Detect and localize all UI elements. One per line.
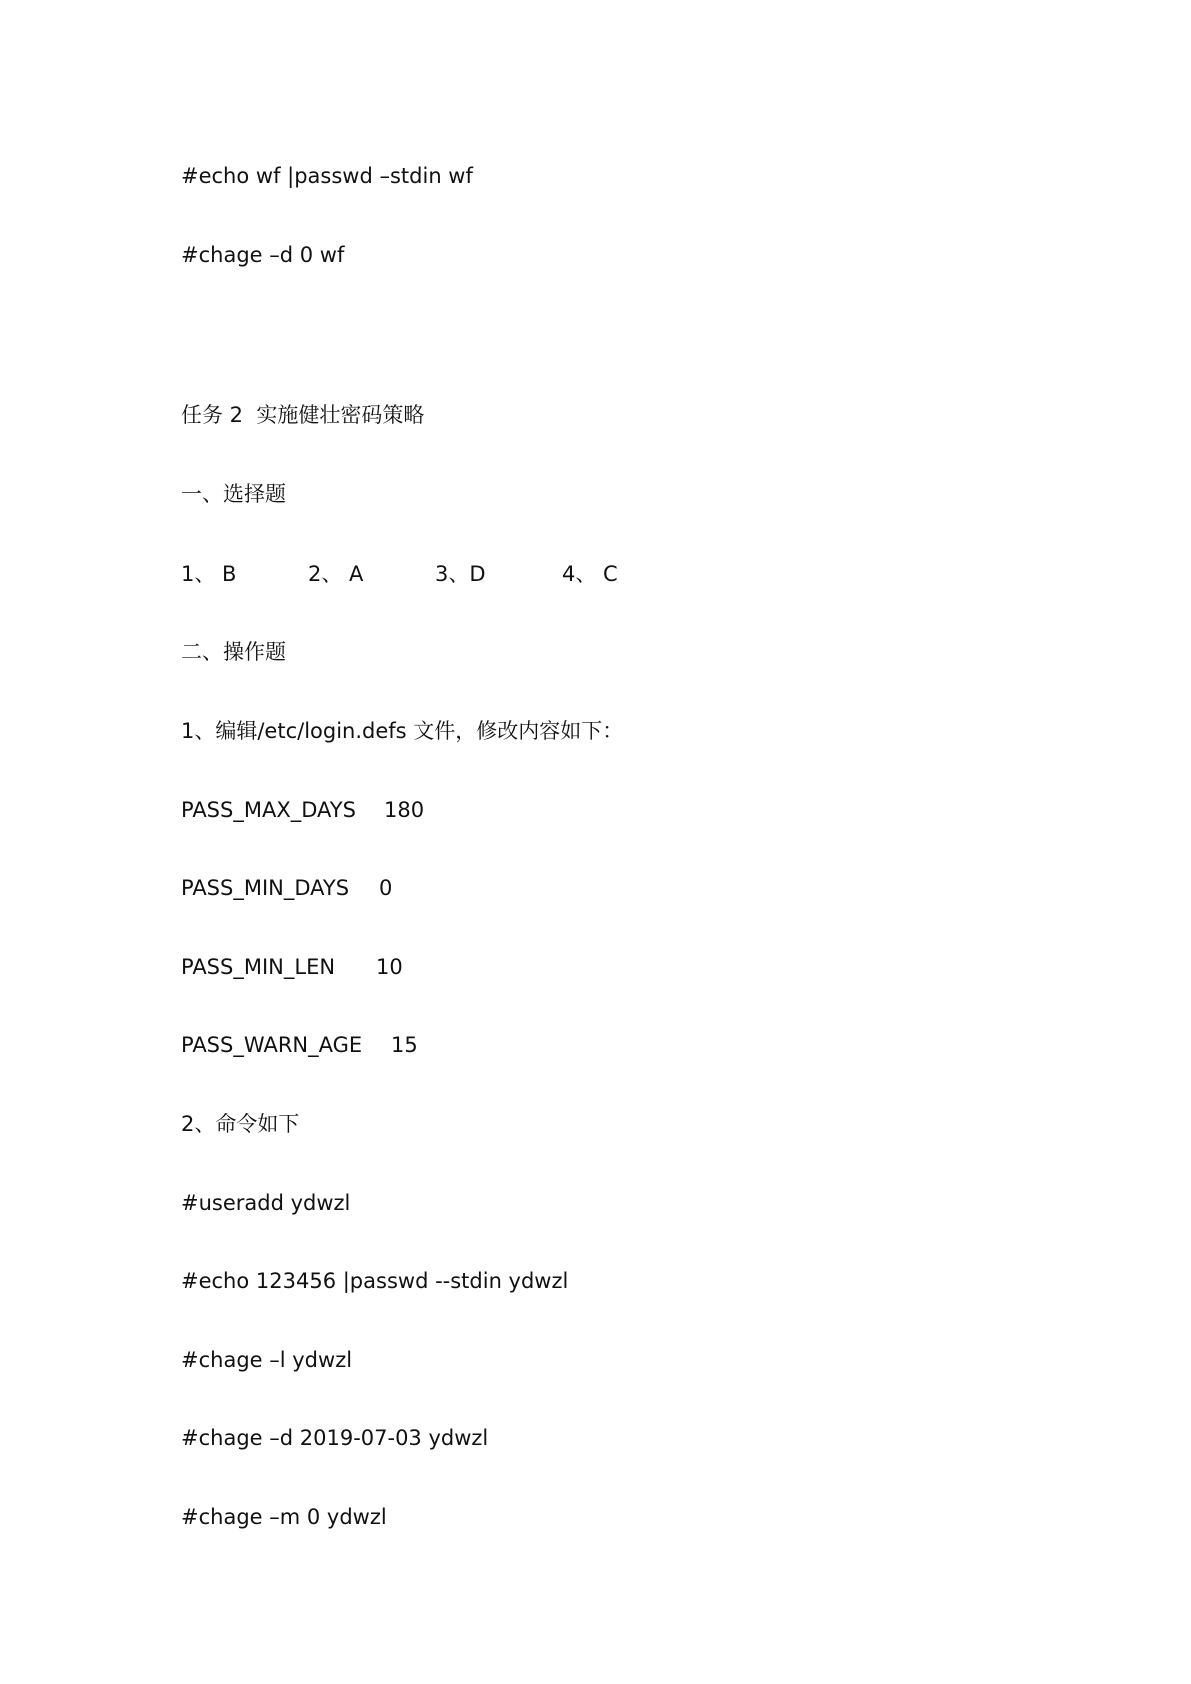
command-echo-wf: #echo wf |passwd –stdin wf (181, 164, 473, 188)
setting-key: PASS_MAX_DAYS (181, 798, 356, 822)
answer-2: 2、 A (308, 562, 364, 586)
section-choice-heading: 一、选择题 (181, 482, 286, 506)
setting-value: 0 (379, 876, 393, 900)
operation-2-text: 2、命令如下 (181, 1112, 300, 1136)
operation-1-text: 1、编辑/etc/login.defs 文件，修改内容如下： (181, 719, 624, 743)
answer-1: 1、 B (181, 562, 237, 586)
command-line: #echo 123456 |passwd --stdin ydwzl (181, 1269, 569, 1293)
command-line: #chage –d 2019-07-03 ydwzl (181, 1426, 489, 1450)
command-line: #chage –l ydwzl (181, 1348, 353, 1372)
setting-key: PASS_MIN_LEN (181, 955, 336, 979)
command-chage-wf: #chage –d 0 wf (181, 243, 345, 267)
setting-key: PASS_WARN_AGE (181, 1033, 363, 1057)
setting-value: 10 (376, 955, 403, 979)
setting-key: PASS_MIN_DAYS (181, 876, 350, 900)
command-line: #useradd ydwzl (181, 1191, 351, 1215)
login-defs-row (181, 874, 581, 902)
section-operation-heading: 二、操作题 (181, 640, 286, 664)
answer-3: 3、D (435, 562, 486, 586)
login-defs-row (181, 953, 581, 981)
setting-value: 15 (391, 1033, 418, 1057)
answer-4: 4、 C (562, 562, 618, 586)
task-heading: 任务 2 实施健壮密码策略 (181, 403, 425, 427)
setting-value: 180 (384, 798, 425, 822)
login-defs-row (181, 796, 581, 824)
login-defs-row (181, 1031, 581, 1059)
answer-row (181, 560, 681, 588)
command-line: #chage –m 0 ydwzl (181, 1505, 387, 1529)
